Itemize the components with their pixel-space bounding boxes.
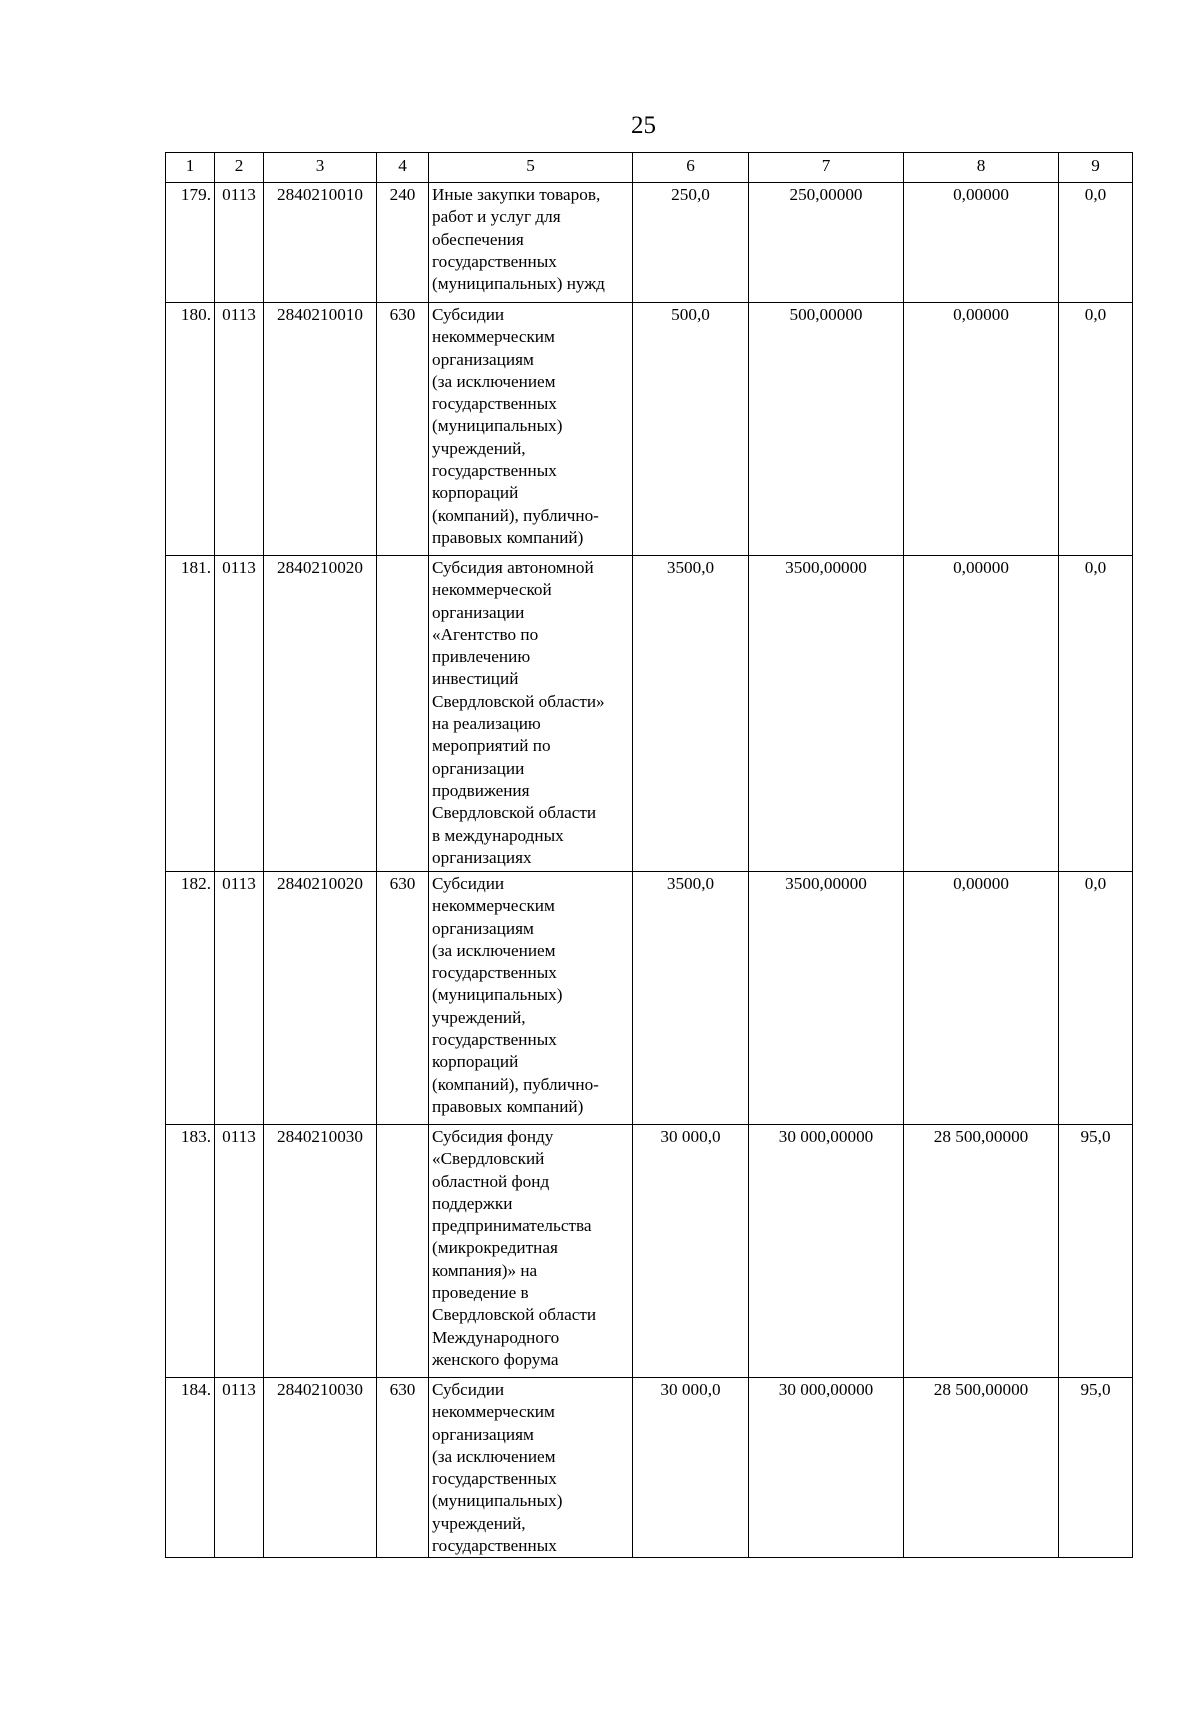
execution-percent: 95,0 bbox=[1059, 1125, 1133, 1378]
execution-percent: 0,0 bbox=[1059, 556, 1133, 872]
section-code: 0113 bbox=[215, 1125, 264, 1378]
table-row bbox=[166, 1125, 1133, 1378]
target-code: 2840210020 bbox=[264, 872, 377, 1125]
row-number: 179. bbox=[166, 183, 215, 303]
item-description: Субсидии некоммерческим организациям (за исключением государственных (муниципальных) учреждений, государственных корпораций (компаний), публично- правовых компаний) bbox=[429, 872, 633, 1125]
item-description: Субсидия автономной некоммерческой организации «Агентство по привлечению инвестиций Свердловской области» на реализацию мероприятий по организации продвижения Свердловской области в международных организациях bbox=[429, 556, 633, 872]
page-number: 25 bbox=[631, 112, 656, 139]
section-code: 0113 bbox=[215, 303, 264, 556]
execution-percent: 95,0 bbox=[1059, 1378, 1133, 1558]
item-description: Субсидии некоммерческим организациям (за исключением государственных (муниципальных) учреждений, государственных корпораций (компаний), публично- правовых компаний) bbox=[429, 303, 633, 556]
approved-amount: 30 000,00000 bbox=[749, 1125, 904, 1378]
header-row bbox=[166, 153, 1133, 183]
executed-amount: 0,00000 bbox=[904, 872, 1059, 1125]
expense-type-code: 240 bbox=[377, 183, 429, 303]
budget-table bbox=[165, 152, 1133, 1558]
table-row bbox=[166, 556, 1133, 872]
executed-amount: 28 500,00000 bbox=[904, 1125, 1059, 1378]
execution-percent: 0,0 bbox=[1059, 303, 1133, 556]
row-number: 180. bbox=[166, 303, 215, 556]
expense-type-code: 630 bbox=[377, 303, 429, 556]
planned-amount: 500,0 bbox=[633, 303, 749, 556]
header-cell: 6 bbox=[633, 153, 749, 183]
section-code: 0113 bbox=[215, 556, 264, 872]
target-code: 2840210030 bbox=[264, 1125, 377, 1378]
expense-type-code: 630 bbox=[377, 872, 429, 1125]
table-row bbox=[166, 872, 1133, 1125]
section-code: 0113 bbox=[215, 872, 264, 1125]
expense-type-code bbox=[377, 556, 429, 872]
section-code: 0113 bbox=[215, 1378, 264, 1558]
target-code: 2840210010 bbox=[264, 303, 377, 556]
header-cell: 3 bbox=[264, 153, 377, 183]
executed-amount: 0,00000 bbox=[904, 556, 1059, 872]
planned-amount: 250,0 bbox=[633, 183, 749, 303]
section-code: 0113 bbox=[215, 183, 264, 303]
execution-percent: 0,0 bbox=[1059, 872, 1133, 1125]
planned-amount: 3500,0 bbox=[633, 556, 749, 872]
header-cell: 5 bbox=[429, 153, 633, 183]
row-number: 182. bbox=[166, 872, 215, 1125]
row-number: 183. bbox=[166, 1125, 215, 1378]
target-code: 2840210030 bbox=[264, 1378, 377, 1558]
expense-type-code: 630 bbox=[377, 1378, 429, 1558]
row-number: 181. bbox=[166, 556, 215, 872]
table-row bbox=[166, 183, 1133, 303]
executed-amount: 0,00000 bbox=[904, 303, 1059, 556]
item-description: Иные закупки товаров, работ и услуг для обеспечения государственных (муниципальных) нужд bbox=[429, 183, 633, 303]
planned-amount: 3500,0 bbox=[633, 872, 749, 1125]
planned-amount: 30 000,0 bbox=[633, 1378, 749, 1558]
expense-type-code bbox=[377, 1125, 429, 1378]
header-cell: 9 bbox=[1059, 153, 1133, 183]
approved-amount: 3500,00000 bbox=[749, 872, 904, 1125]
approved-amount: 500,00000 bbox=[749, 303, 904, 556]
item-description: Субсидия фонду «Свердловский областной фонд поддержки предпринимательства (микрокредитная компания)» на проведение в Свердловской области Международного женского форума bbox=[429, 1125, 633, 1378]
target-code: 2840210020 bbox=[264, 556, 377, 872]
table-row bbox=[166, 1378, 1133, 1558]
header-cell: 1 bbox=[166, 153, 215, 183]
approved-amount: 3500,00000 bbox=[749, 556, 904, 872]
planned-amount: 30 000,0 bbox=[633, 1125, 749, 1378]
table-row bbox=[166, 303, 1133, 556]
execution-percent: 0,0 bbox=[1059, 183, 1133, 303]
item-description: Субсидии некоммерческим организациям (за исключением государственных (муниципальных) учреждений, государственных bbox=[429, 1378, 633, 1558]
row-number: 184. bbox=[166, 1378, 215, 1558]
header-cell: 2 bbox=[215, 153, 264, 183]
approved-amount: 30 000,00000 bbox=[749, 1378, 904, 1558]
target-code: 2840210010 bbox=[264, 183, 377, 303]
header-cell: 8 bbox=[904, 153, 1059, 183]
approved-amount: 250,00000 bbox=[749, 183, 904, 303]
executed-amount: 28 500,00000 bbox=[904, 1378, 1059, 1558]
header-cell: 4 bbox=[377, 153, 429, 183]
executed-amount: 0,00000 bbox=[904, 183, 1059, 303]
header-cell: 7 bbox=[749, 153, 904, 183]
